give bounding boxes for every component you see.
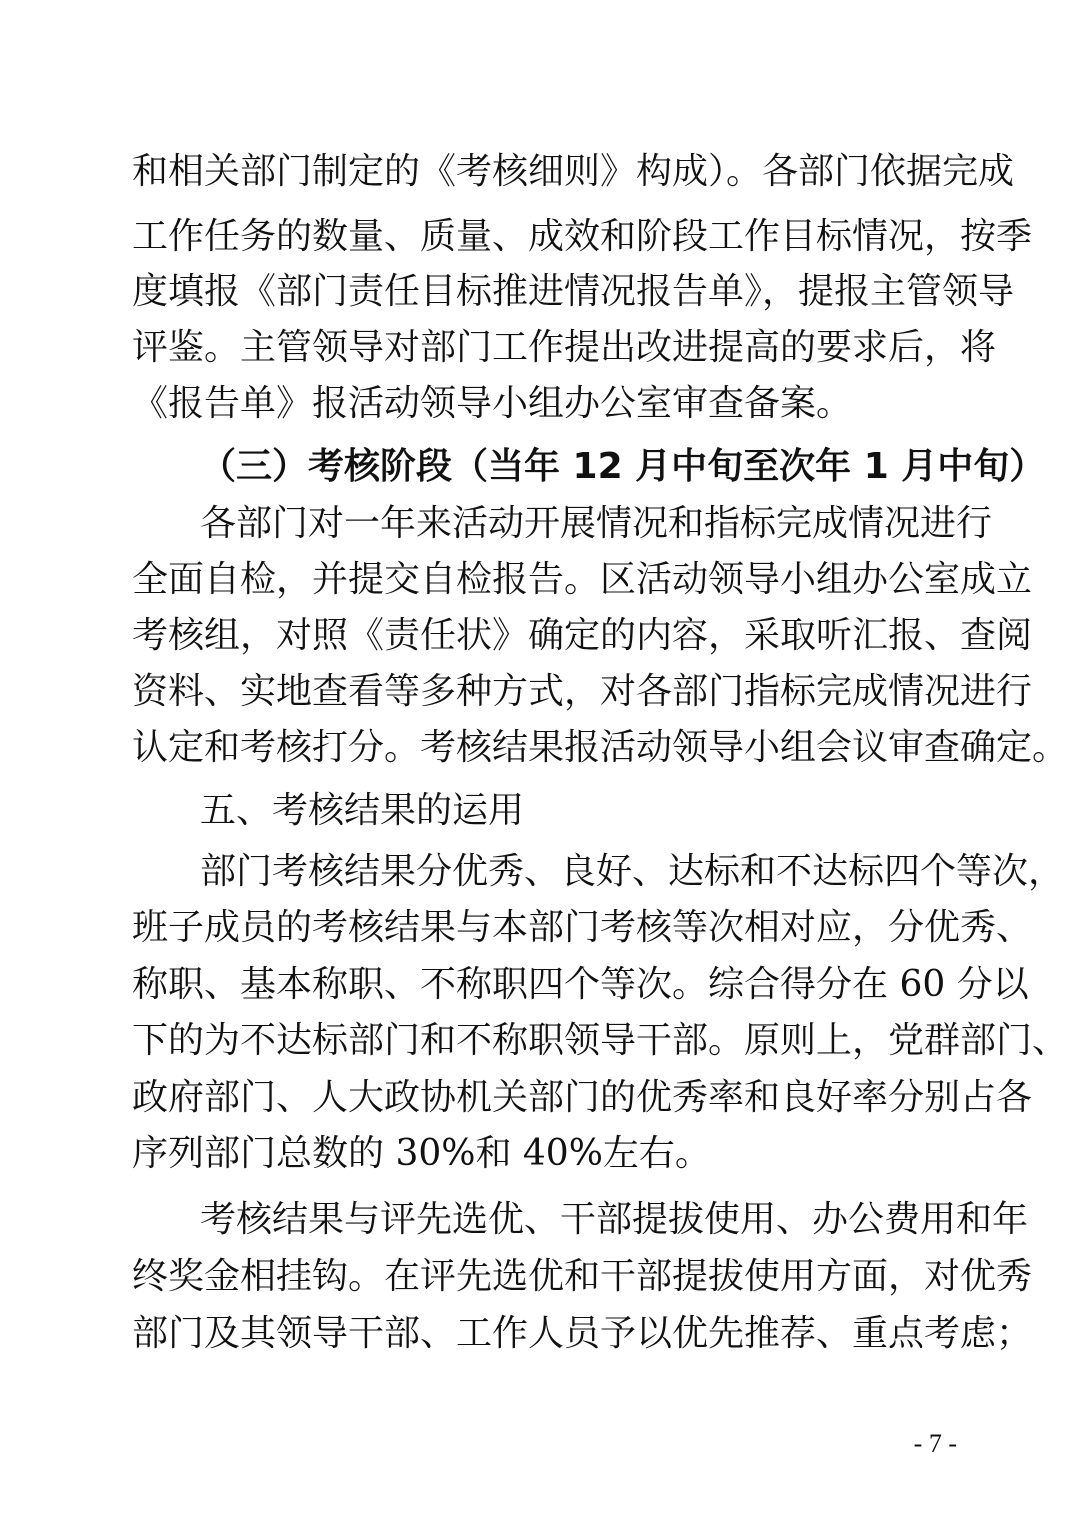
section-heading: （三）考核阶段（当年 12 月中旬至次年 1 月中旬） <box>200 446 1046 487</box>
paragraph-line: 全面自检，并提交自检报告。区活动领导小组办公室成立 <box>132 559 1033 600</box>
page-number: - 7 - <box>913 1429 957 1458</box>
paragraph-line: 评鉴。主管领导对部门工作提出改进提高的要求后，将 <box>132 327 997 368</box>
section-heading: 五、考核结果的运用 <box>200 790 525 831</box>
paragraph-line: 称职、基本称职、不称职四个等次。综合得分在 60 分以 <box>132 964 1029 1005</box>
paragraph-line: 部门考核结果分优秀、良好、达标和不达标四个等次， <box>200 851 1065 892</box>
paragraph-line: 考核组，对照《责任状》确定的内容，采取听汇报、查阅 <box>132 615 1033 656</box>
paragraph-line: 政府部门、人大政协机关部门的优秀率和良好率分别占各 <box>132 1077 1033 1118</box>
paragraph-line: 序列部门总数的 30%和 40%左右。 <box>132 1133 711 1174</box>
paragraph-line: 工作任务的数量、质量、成效和阶段工作目标情况，按季 <box>132 216 1033 257</box>
paragraph-line: 各部门对一年来活动开展情况和指标完成情况进行 <box>200 503 993 544</box>
paragraph-line: 认定和考核打分。考核结果报活动领导小组会议审查确定。 <box>132 727 1069 768</box>
paragraph-line: 终奖金相挂钩。在评先选优和干部提拔使用方面，对优秀 <box>132 1256 1033 1297</box>
paragraph-line: 部门及其领导干部、工作人员予以优先推荐、重点考虑； <box>132 1313 1033 1354</box>
paragraph-line: 度填报《部门责任目标推进情况报告单》，提报主管领导 <box>132 271 1015 312</box>
paragraph-line: 《报告单》报活动领导小组办公室审查备案。 <box>132 383 853 424</box>
paragraph-line: 下的为不达标部门和不称职领导干部。原则上，党群部门、 <box>132 1020 1069 1061</box>
paragraph-line: 和相关部门制定的《考核细则》构成）。各部门依据完成 <box>132 151 1015 192</box>
paragraph-line: 班子成员的考核结果与本部门考核等次相对应，分优秀、 <box>132 907 1033 948</box>
paragraph-line: 考核结果与评先选优、干部提拔使用、办公费用和年 <box>200 1199 1029 1240</box>
paragraph-line: 资料、实地查看等多种方式，对各部门指标完成情况进行 <box>132 671 1033 712</box>
